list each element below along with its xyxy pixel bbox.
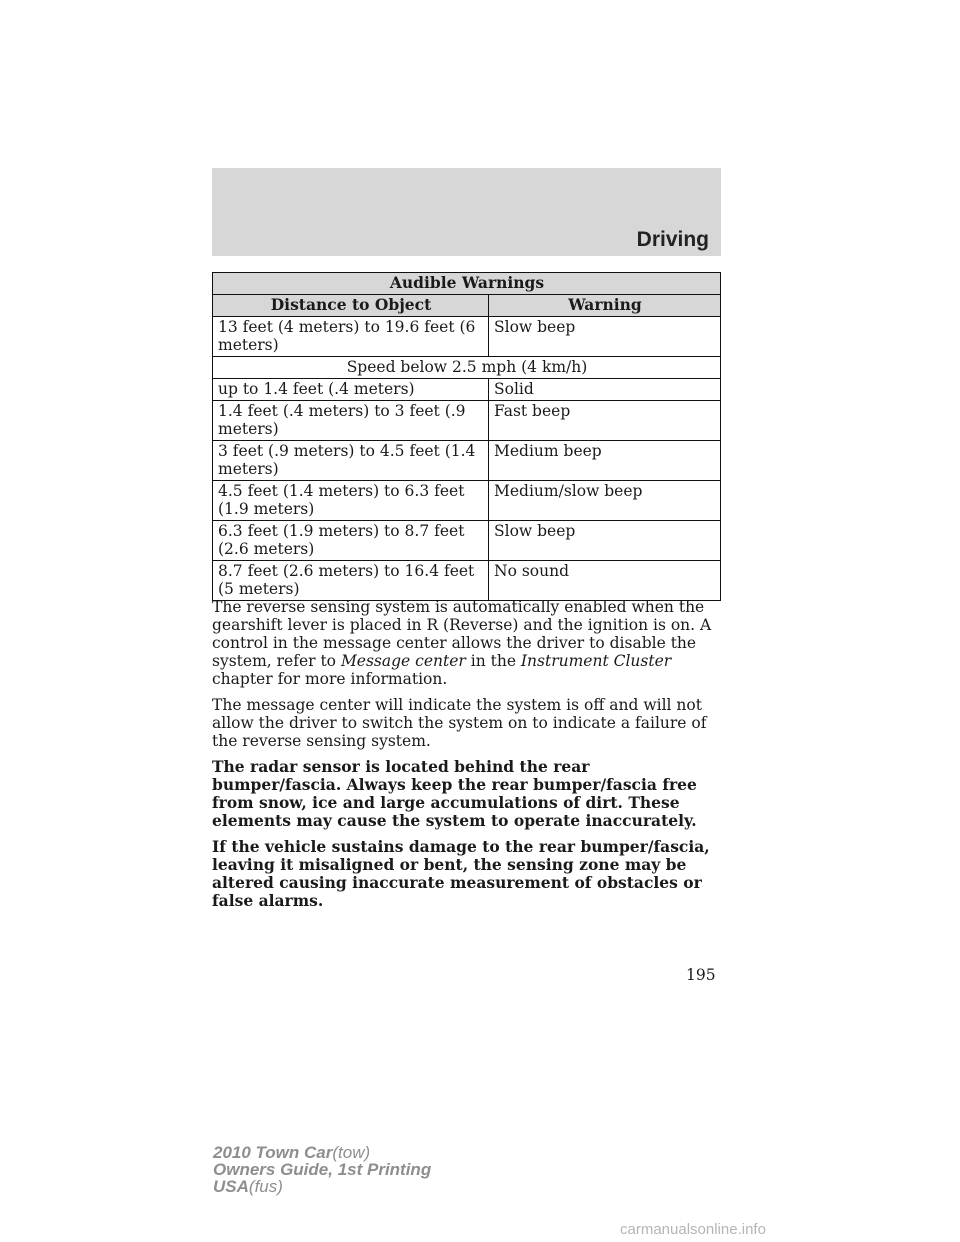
speed-note-cell: Speed below 2.5 mph (4 km/h) [213,357,721,379]
warning-cell: Slow beep [489,521,721,561]
reference-instrument-cluster: Instrument Cluster [520,652,672,670]
table-row [213,481,721,521]
speed-note-row [213,357,721,379]
footer-market: USA [213,1177,249,1196]
warning-cell: Fast beep [489,401,721,441]
table-row [213,441,721,481]
paragraph-message-center: The message center will indicate the system is off and will not allow the driver to switch the system on to indicate a failure of the reverse sensing system. [212,696,707,750]
distance-cell: 3 feet (.9 meters) to 4.5 feet (1.4 meters) [213,441,489,481]
distance-cell: 6.3 feet (1.9 meters) to 8.7 feet (2.6 meters) [213,521,489,561]
footer-line-3 [213,1178,431,1195]
section-title: Driving [636,228,709,251]
warning-cell: Slow beep [489,317,721,357]
warning-cell: Medium/slow beep [489,481,721,521]
body-text [212,598,724,918]
distance-cell: 8.7 feet (2.6 meters) to 16.4 feet (5 meters) [213,561,489,601]
table-row [213,317,721,357]
warning-cell: Solid [489,379,721,401]
distance-cell: up to 1.4 feet (.4 meters) [213,379,489,401]
reference-message-center: Message center [340,652,466,670]
table-row [213,401,721,441]
paragraph-reverse-sensing [212,598,724,688]
paragraph-text: The reverse sensing system is automatically enabled when the gearshift lever is placed in R (Reverse) and the ignition is on. A control in the message center allows the driver to disable the system, refer to [212,598,712,670]
column-header-distance: Distance to Object [213,295,489,317]
watermark: carmanualsonline.info [620,1221,766,1238]
distance-cell: 13 feet (4 meters) to 19.6 feet (6 meters) [213,317,489,357]
distance-cell: 4.5 feet (1.4 meters) to 6.3 feet (1.9 meters) [213,481,489,521]
table-row [213,521,721,561]
footer-edition-info [213,1144,431,1195]
table-caption-row [213,273,721,295]
table-header-row [213,295,721,317]
table-row [213,561,721,601]
distance-cell: 1.4 feet (.4 meters) to 3 feet (.9 meters) [213,401,489,441]
column-header-warning: Warning [489,295,721,317]
warning-cell: No sound [489,561,721,601]
warning-cell: Medium beep [489,441,721,481]
footer-model: 2010 Town Car [213,1143,333,1162]
page-number: 195 [686,966,716,984]
paragraph-damage-warning: If the vehicle sustains damage to the rear bumper/fascia, leaving it misaligned or bent, the sensing zone may be altered causing inaccurate measurement of obstacles or false alarms. [212,837,710,910]
table-row [213,379,721,401]
paragraph-radar-sensor-warning: The radar sensor is located behind the rear bumper/fascia. Always keep the rear bumper/fascia free from snow, ice and large accumulations of dirt. These elements may cause the system to operate inaccurately. [212,757,697,830]
section-header-band [212,168,721,256]
footer-line-1 [213,1144,431,1161]
footer-model-code: (tow) [332,1143,371,1162]
table-caption: Audible Warnings [213,273,721,295]
paragraph-text: in the [465,652,521,670]
paragraph-text: chapter for more information. [212,670,448,688]
audible-warnings-table [212,272,721,601]
footer-line-2: Owners Guide, 1st Printing [213,1160,432,1179]
footer-market-code: (fus) [248,1177,283,1196]
